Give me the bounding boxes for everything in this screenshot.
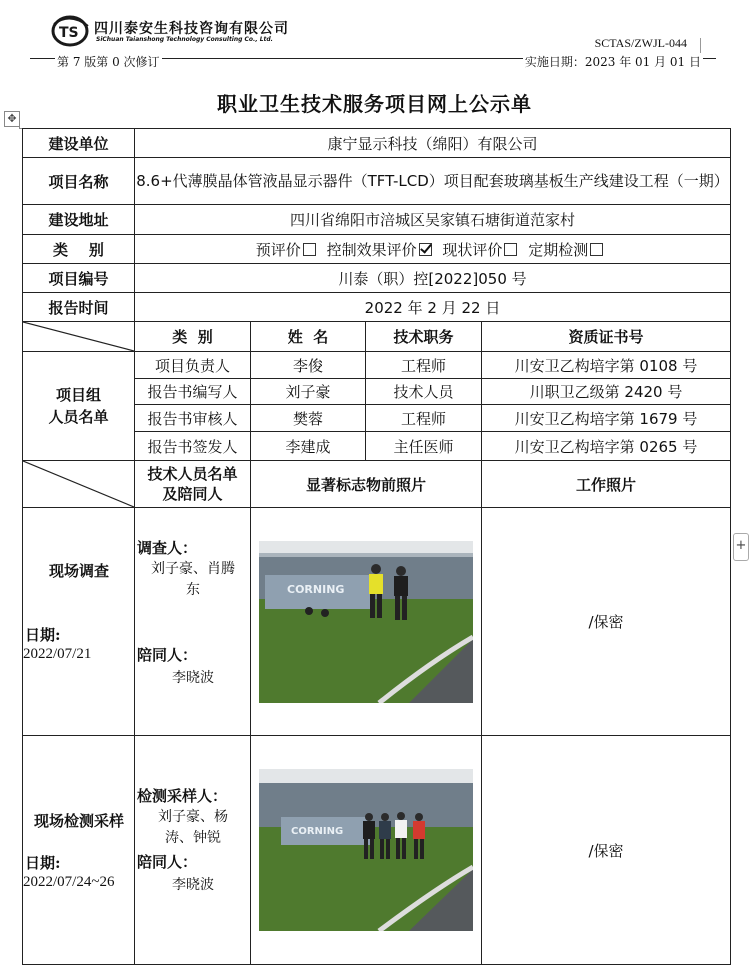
sampling-work-photo: /保密 bbox=[482, 736, 731, 965]
checkbox-pre-icon bbox=[303, 243, 316, 256]
survey-date-label: 日期: bbox=[25, 626, 61, 644]
sampling-stage: 现场检测采样 bbox=[33, 812, 124, 830]
sampling-staff-cell bbox=[135, 736, 251, 965]
checkbox-control-icon bbox=[419, 243, 432, 256]
member-title: 工程师 bbox=[366, 405, 482, 432]
effective-date: 实施日期：2023 年 01 月 01 日 bbox=[524, 55, 701, 69]
category-option-control[interactable]: 控制效果评价 bbox=[327, 241, 438, 259]
sampler-line2: 涛、钟锐 bbox=[165, 830, 221, 846]
report-time-label: 报告时间 bbox=[23, 293, 135, 322]
escort-name: 李晓波 bbox=[172, 670, 214, 686]
category-option-pre[interactable]: 预评价 bbox=[256, 241, 322, 259]
survey-date: 2022/07/21 bbox=[23, 646, 92, 662]
category-option-periodic[interactable]: 定期检测 bbox=[528, 241, 609, 259]
landmark-header: 显著标志物前照片 bbox=[251, 461, 482, 508]
team-header-role: 类 别 bbox=[135, 322, 251, 352]
member-name: 李建成 bbox=[251, 432, 366, 461]
company-logo bbox=[50, 14, 330, 48]
member-role: 报告书签发人 bbox=[135, 432, 251, 461]
revision-text: 第 7 版第 0 次修订 bbox=[57, 55, 160, 69]
member-name: 樊蓉 bbox=[251, 405, 366, 432]
survey-landmark-photo-cell bbox=[251, 508, 482, 736]
team-header-title: 技术职务 bbox=[366, 322, 482, 352]
member-cert: 川安卫乙构培字第 1679 号 bbox=[482, 405, 731, 432]
member-title: 技术人员 bbox=[366, 379, 482, 405]
project-label: 项目名称 bbox=[23, 158, 135, 205]
doc-number: SCTAS/ZWJL-044 bbox=[594, 36, 687, 50]
address-value: 四川省绵阳市涪城区吴家镇石塘街道范家村 bbox=[135, 205, 731, 235]
team-header-name: 姓 名 bbox=[251, 322, 366, 352]
logo-text: TS bbox=[59, 25, 79, 41]
sampling-escort-label: 陪同人： bbox=[137, 853, 198, 871]
member-role: 报告书编写人 bbox=[135, 379, 251, 405]
investigator-line1: 刘子豪、肖腾 bbox=[151, 561, 235, 577]
sampling-landmark-photo bbox=[259, 769, 473, 931]
add-row-icon[interactable]: + bbox=[733, 533, 749, 561]
page-title: 职业卫生技术服务项目网上公示单 bbox=[217, 92, 532, 116]
team-header-cert: 资质证书号 bbox=[482, 322, 731, 352]
member-cert: 川安卫乙构培字第 0265 号 bbox=[482, 432, 731, 461]
member-cert: 川安卫乙构培字第 0108 号 bbox=[482, 352, 731, 379]
sign-text: CORNING bbox=[291, 826, 344, 837]
sampler-line1: 刘子豪、杨 bbox=[158, 809, 228, 825]
report-time-value: 2022 年 2 月 22 日 bbox=[135, 293, 731, 322]
team-diagonal-cell bbox=[23, 322, 135, 352]
number-label: 项目编号 bbox=[23, 264, 135, 293]
member-name: 李俊 bbox=[251, 352, 366, 379]
sampling-landmark-photo-cell bbox=[251, 736, 482, 965]
unit-label: 建设单位 bbox=[23, 129, 135, 158]
survey-stage: 现场调查 bbox=[48, 562, 109, 580]
ts-logo-icon bbox=[50, 14, 92, 48]
sign-text: CORNING bbox=[287, 583, 345, 596]
team-group-label: 项目组 人员名单 bbox=[23, 352, 135, 461]
survey-work-photo: /保密 bbox=[482, 508, 731, 736]
member-title: 工程师 bbox=[366, 352, 482, 379]
category-option-status[interactable]: 现状评价 bbox=[442, 241, 523, 259]
photo-diagonal-cell bbox=[23, 461, 135, 508]
member-role: 项目负责人 bbox=[135, 352, 251, 379]
staff-header: 技术人员名单 及陪同人 bbox=[135, 461, 251, 508]
member-title: 主任医师 bbox=[366, 432, 482, 461]
company-name-en: SiChuan Taianshong Technology Consulting Co., Ltd. bbox=[96, 36, 273, 43]
survey-landmark-photo bbox=[259, 541, 473, 703]
checkbox-status-icon bbox=[504, 243, 517, 256]
table-move-icon[interactable]: ✥ bbox=[4, 111, 20, 127]
project-value: 8.6+代薄膜晶体管液晶显示器件（TFT-LCD）项目配套玻璃基板生产线建设工程（一期） bbox=[135, 158, 731, 205]
work-header: 工作照片 bbox=[482, 461, 731, 508]
category-label: 类 别 bbox=[23, 235, 135, 264]
address-label: 建设地址 bbox=[23, 205, 135, 235]
member-role: 报告书审核人 bbox=[135, 405, 251, 432]
notice-table bbox=[22, 128, 731, 965]
member-cert: 川职卫乙级第 2420 号 bbox=[482, 379, 731, 405]
sampling-stage-cell bbox=[23, 736, 135, 965]
investigator-label: 调查人： bbox=[137, 539, 198, 557]
sampling-date: 2022/07/24~26 bbox=[23, 874, 115, 890]
sampling-date-label: 日期: bbox=[25, 854, 61, 872]
survey-stage-cell bbox=[23, 508, 135, 736]
sampler-label: 检测采样人： bbox=[137, 787, 228, 805]
sampling-escort-name: 李晓波 bbox=[172, 877, 214, 893]
checkbox-periodic-icon bbox=[590, 243, 603, 256]
survey-staff-cell bbox=[135, 508, 251, 736]
member-name: 刘子豪 bbox=[251, 379, 366, 405]
category-options bbox=[135, 235, 731, 264]
escort-label: 陪同人： bbox=[137, 646, 198, 664]
investigator-line2: 东 bbox=[186, 582, 200, 598]
unit-value: 康宁显示科技（绵阳）有限公司 bbox=[135, 129, 731, 158]
company-name-cn: 四川泰安生科技咨询有限公司 bbox=[94, 21, 289, 37]
number-value: 川泰（职）控[2022]050 号 bbox=[135, 264, 731, 293]
